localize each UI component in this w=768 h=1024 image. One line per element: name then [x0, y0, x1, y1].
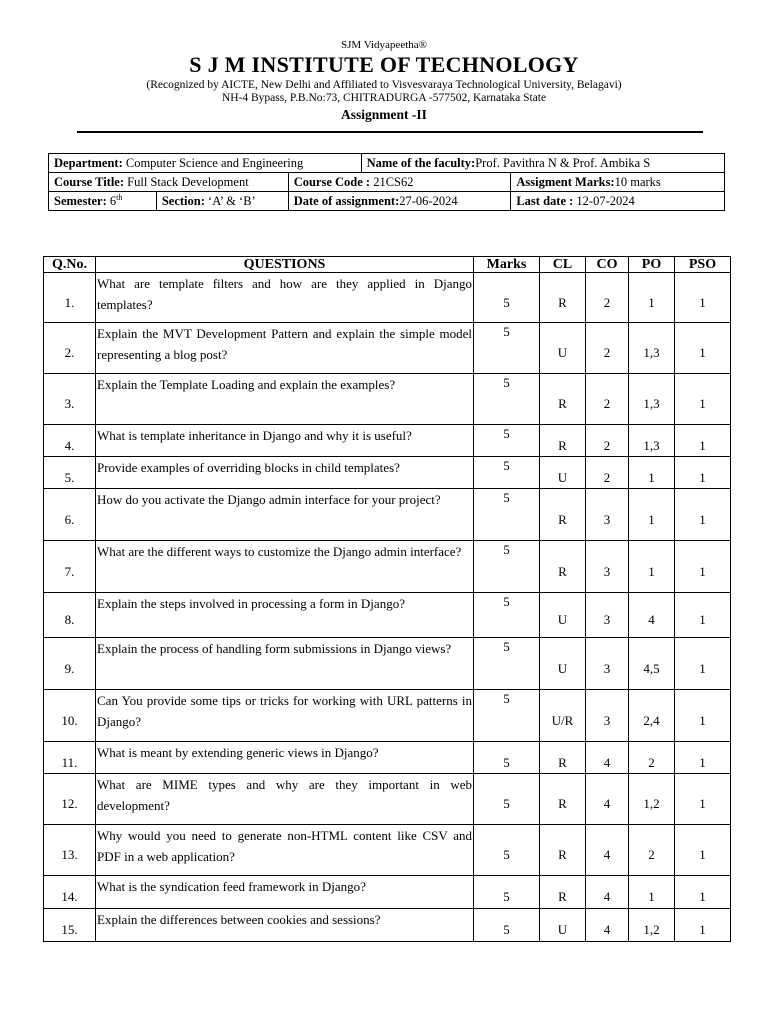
question-text: Provide examples of overriding blocks in child templates?: [96, 457, 474, 489]
marks-value: 10 marks: [614, 174, 661, 189]
institute-title: S J M INSTITUTE OF TECHNOLOGY: [189, 52, 579, 77]
table-row: [44, 690, 731, 742]
question-number: 1.: [44, 273, 96, 323]
question-text: What is the syndication feed framework in Django?: [96, 876, 474, 909]
date-label: Date of assignment:: [293, 193, 400, 208]
co-value: 4: [586, 742, 629, 774]
question-text: Explain the steps involved in processing a form in Django?: [96, 593, 474, 638]
course-code-cell: [288, 173, 511, 192]
marks-value: 5: [474, 638, 540, 690]
table-row: [44, 774, 731, 825]
co-value: 4: [586, 909, 629, 942]
course-title-value: Full Stack Development: [124, 174, 249, 189]
marks-value: 5: [474, 690, 540, 742]
co-value: 3: [586, 593, 629, 638]
table-row: [44, 638, 731, 690]
po-value: 1: [629, 541, 675, 593]
co-value: 2: [586, 457, 629, 489]
question-number: 12.: [44, 774, 96, 825]
pso-value: 1: [675, 638, 731, 690]
po-value: 1,3: [629, 425, 675, 457]
course-code-label: Course Code :: [293, 174, 374, 189]
course-title-label: Course Title:: [54, 174, 125, 189]
marks-value: 5: [474, 457, 540, 489]
semester-label: Semester:: [54, 194, 110, 209]
question-number: 11.: [44, 742, 96, 774]
assignment-title: Assignment -II: [341, 107, 427, 122]
question-number: 3.: [44, 374, 96, 425]
question-number: 6.: [44, 489, 96, 541]
cl-value: R: [540, 876, 586, 909]
po-value: 4,5: [629, 638, 675, 690]
pso-value: 1: [675, 273, 731, 323]
pso-value: 1: [675, 457, 731, 489]
co-value: 4: [586, 825, 629, 876]
question-text: What are MIME types and why are they important in web development?: [96, 774, 474, 825]
table-row: [44, 876, 731, 909]
question-number: 8.: [44, 593, 96, 638]
recognition-line: (Recognized by AICTE, New Delhi and Affiliated to Visvesvaraya Technological University, Belagavi): [146, 79, 622, 91]
address-line: NH-4 Bypass, P.B.No:73, CHITRADURGA -577502, Karnataka State: [221, 92, 547, 104]
table-row: [44, 489, 731, 541]
question-number: 15.: [44, 909, 96, 942]
co-value: 4: [586, 876, 629, 909]
table-header-row: [44, 257, 731, 273]
last-date-cell: [511, 192, 725, 211]
co-value: 2: [586, 374, 629, 425]
cl-value: U: [540, 323, 586, 374]
table-row: [44, 825, 731, 876]
semester-cell: [49, 192, 157, 211]
co-value: 2: [586, 425, 629, 457]
question-number: 7.: [44, 541, 96, 593]
cl-value: U: [540, 909, 586, 942]
marks-value: 5: [474, 876, 540, 909]
question-number: 13.: [44, 825, 96, 876]
po-value: 4: [629, 593, 675, 638]
marks-value: 5: [474, 489, 540, 541]
marks-value: 5: [474, 774, 540, 825]
question-text: What are template filters and how are they applied in Django templates?: [96, 273, 474, 323]
pso-value: 1: [675, 323, 731, 374]
marks-value: 5: [474, 374, 540, 425]
marks-value: 5: [474, 909, 540, 942]
cl-value: U: [540, 457, 586, 489]
cl-value: U/R: [540, 690, 586, 742]
pso-value: 1: [675, 909, 731, 942]
question-text: What is template inheritance in Django and why it is useful?: [96, 425, 474, 457]
marks-value: 5: [474, 541, 540, 593]
department-cell: [49, 154, 362, 173]
question-text: What is meant by extending generic views in Django?: [96, 742, 474, 774]
pso-value: 1: [675, 489, 731, 541]
cl-value: R: [540, 742, 586, 774]
faculty-cell: [361, 154, 724, 173]
table-row: [44, 909, 731, 942]
po-value: 1: [629, 876, 675, 909]
question-number: 9.: [44, 638, 96, 690]
table-row: [44, 374, 731, 425]
pso-value: 1: [675, 541, 731, 593]
question-text: How do you activate the Django admin interface for your project?: [96, 489, 474, 541]
question-text: Explain the Template Loading and explain the examples?: [96, 374, 474, 425]
marks-value: 5: [474, 742, 540, 774]
semester-suffix: th: [116, 192, 123, 202]
marks-value: 5: [474, 825, 540, 876]
cl-value: R: [540, 489, 586, 541]
header-cl: CL: [540, 257, 586, 273]
co-value: 4: [586, 774, 629, 825]
po-value: 2: [629, 742, 675, 774]
question-text: Can You provide some tips or tricks for working with URL patterns in Django?: [96, 690, 474, 742]
cl-value: R: [540, 825, 586, 876]
section-value: ‘A’ & ‘B’: [208, 193, 256, 208]
co-value: 2: [586, 323, 629, 374]
question-text: Why would you need to generate non-HTML content like CSV and PDF in a web application?: [96, 825, 474, 876]
question-text: What are the different ways to customize the Django admin interface?: [96, 541, 474, 593]
question-text: Explain the MVT Development Pattern and explain the simple model representing a blog post?: [96, 323, 474, 374]
marks-cell: [511, 173, 725, 192]
table-row: [44, 273, 731, 323]
header-co: CO: [586, 257, 629, 273]
org-name: SJM Vidyapeetha®: [340, 39, 427, 51]
pso-value: 1: [675, 374, 731, 425]
question-number: 2.: [44, 323, 96, 374]
question-number: 4.: [44, 425, 96, 457]
pso-value: 1: [675, 825, 731, 876]
table-row: [44, 742, 731, 774]
pso-value: 1: [675, 742, 731, 774]
pso-value: 1: [675, 593, 731, 638]
section-label: Section:: [161, 193, 209, 208]
pso-value: 1: [675, 876, 731, 909]
question-number: 10.: [44, 690, 96, 742]
course-code-value: 21CS62: [373, 174, 414, 189]
pso-value: 1: [675, 425, 731, 457]
header-marks: Marks: [474, 257, 540, 273]
question-text: Explain the process of handling form submissions in Django views?: [96, 638, 474, 690]
cl-value: U: [540, 638, 586, 690]
section-cell: [156, 192, 288, 211]
po-value: 1: [629, 457, 675, 489]
faculty-label: Name of the faculty:: [366, 155, 476, 170]
po-value: 1,3: [629, 374, 675, 425]
marks-value: 5: [474, 593, 540, 638]
header-divider: [77, 131, 703, 133]
marks-value: 5: [474, 323, 540, 374]
co-value: 2: [586, 273, 629, 323]
table-row: [44, 457, 731, 489]
co-value: 3: [586, 638, 629, 690]
faculty-value: Prof. Pavithra N & Prof. Ambika S: [475, 155, 651, 170]
header-po: PO: [629, 257, 675, 273]
question-number: 5.: [44, 457, 96, 489]
last-date-label: Last date :: [516, 193, 577, 208]
po-value: 1: [629, 273, 675, 323]
course-title-cell: [49, 173, 289, 192]
table-row: [44, 593, 731, 638]
marks-value: 5: [474, 273, 540, 323]
po-value: 1,2: [629, 774, 675, 825]
table-row: [44, 425, 731, 457]
department-value: Computer Science and Engineering: [122, 155, 304, 170]
cl-value: R: [540, 541, 586, 593]
po-value: 1,3: [629, 323, 675, 374]
pso-value: 1: [675, 774, 731, 825]
table-row: [44, 323, 731, 374]
co-value: 3: [586, 690, 629, 742]
date-value: 27-06-2024: [399, 193, 458, 208]
po-value: 2: [629, 825, 675, 876]
cl-value: U: [540, 593, 586, 638]
course-info-table: [48, 153, 725, 211]
cl-value: R: [540, 273, 586, 323]
co-value: 3: [586, 541, 629, 593]
header-questions: QUESTIONS: [96, 257, 474, 273]
po-value: 2,4: [629, 690, 675, 742]
semester-value: 6: [109, 194, 117, 209]
marks-value: 5: [474, 425, 540, 457]
date-cell: [288, 192, 511, 211]
pso-value: 1: [675, 690, 731, 742]
co-value: 3: [586, 489, 629, 541]
po-value: 1: [629, 489, 675, 541]
table-row: [44, 541, 731, 593]
cl-value: R: [540, 425, 586, 457]
last-date-value: 12-07-2024: [576, 193, 635, 208]
question-text: Explain the differences between cookies and sessions?: [96, 909, 474, 942]
header-qno: Q.No.: [44, 257, 96, 273]
department-label: Department:: [54, 155, 123, 170]
marks-label: Assigment Marks:: [516, 174, 615, 189]
questions-table: [43, 256, 731, 942]
cl-value: R: [540, 774, 586, 825]
header-pso: PSO: [675, 257, 731, 273]
po-value: 1,2: [629, 909, 675, 942]
question-number: 14.: [44, 876, 96, 909]
cl-value: R: [540, 374, 586, 425]
